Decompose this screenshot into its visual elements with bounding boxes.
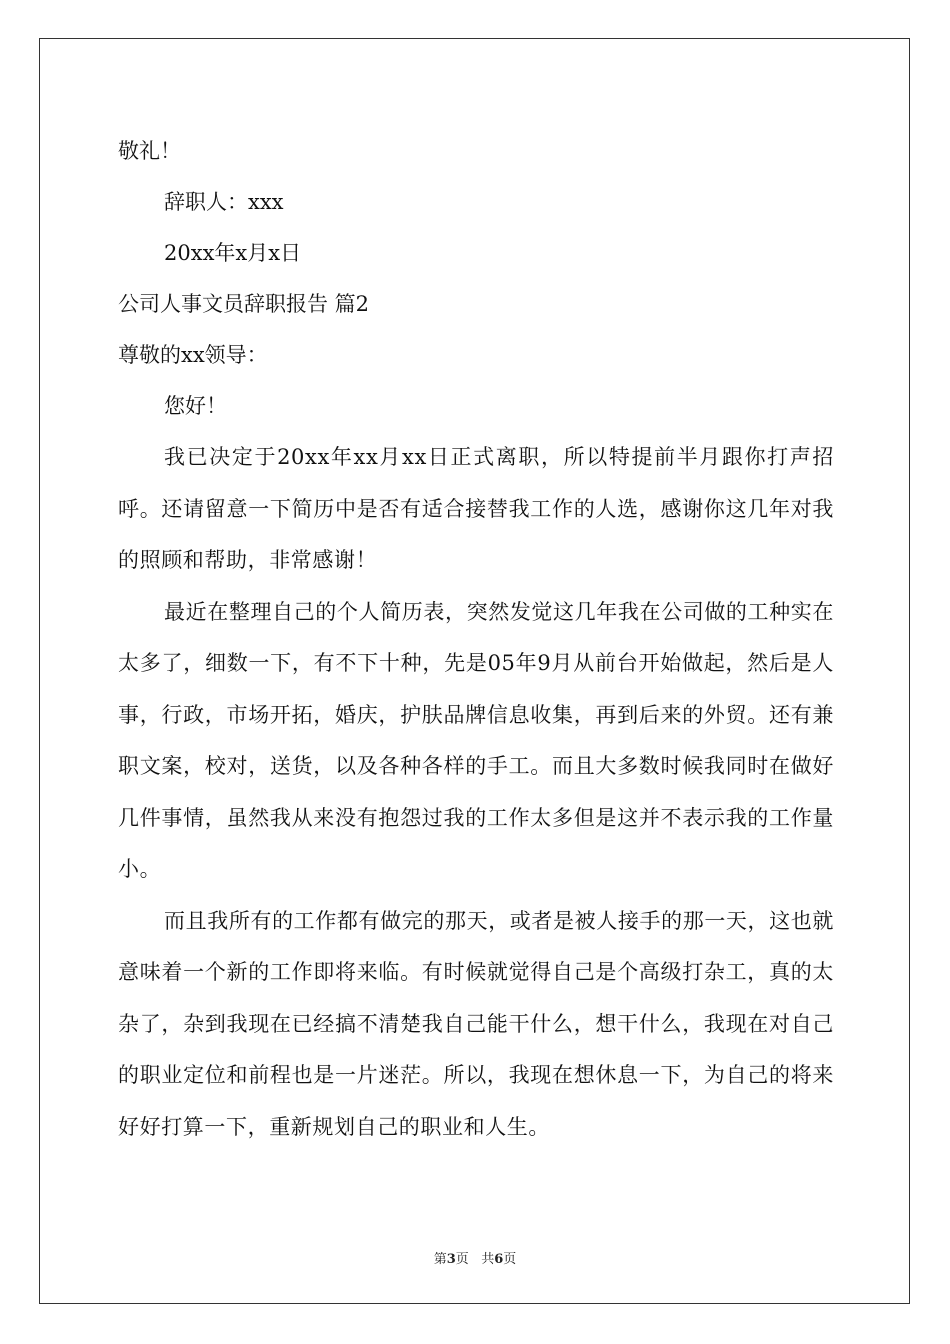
greeting-line: 您好！ [164,394,227,418]
total-prefix: 共 [481,1252,495,1267]
signature-line: 辞职人：xxx [164,190,284,214]
paragraph-1: 我已决定于20xx年xx月xx日正式离职，所以特提前半月跟你打声招呼。还请留意一下简历中是否有适合接替我工作的人选，感谢你这几年对我的照顾和帮助，非常感谢！ [118,445,834,572]
document-body [118,126,834,1153]
closing-line: 敬礼！ [118,139,181,163]
date-line: 20xx年x月x日 [164,241,302,265]
section-title: 公司人事文员辞职报告 篇2 [118,292,370,316]
paragraph-3: 而且我所有的工作都有做完的那天，或者是被人接手的那一天，这也就意味着一个新的工作即将来临。有时候就觉得自己是个高级打杂工，真的太杂了，杂到我现在已经搞不清楚我自己能干什么，想干什么，我现在对自己的职业定位和前程也是一片迷茫。所以，我现在想休息一下，为自己的将来好好打算一下，重新规划自己的职业和人生。 [118,908,834,1139]
page-number: 3 [446,1252,456,1267]
salutation-line: 尊敬的xx领导： [118,343,268,367]
total-suffix: 页 [503,1252,517,1267]
total-pages: 6 [494,1252,504,1267]
page-footer [0,1248,950,1267]
paragraph-2: 最近在整理自己的个人简历表，突然发觉这几年我在公司做的工种实在太多了，细数一下，有不下十种，先是05年9月从前台开始做起，然后是人事，行政，市场开拓，婚庆，护肤品牌信息收集，再到后来的外贸。还有兼职文案，校对，送货，以及各种各样的手工。而且大多数时候我同时在做好几件事情，虽然我从来没有抱怨过我的工作太多但是这并不表示我的工作量小。 [118,599,834,881]
page-prefix: 第 [433,1252,447,1267]
page-suffix: 页 [455,1252,469,1267]
